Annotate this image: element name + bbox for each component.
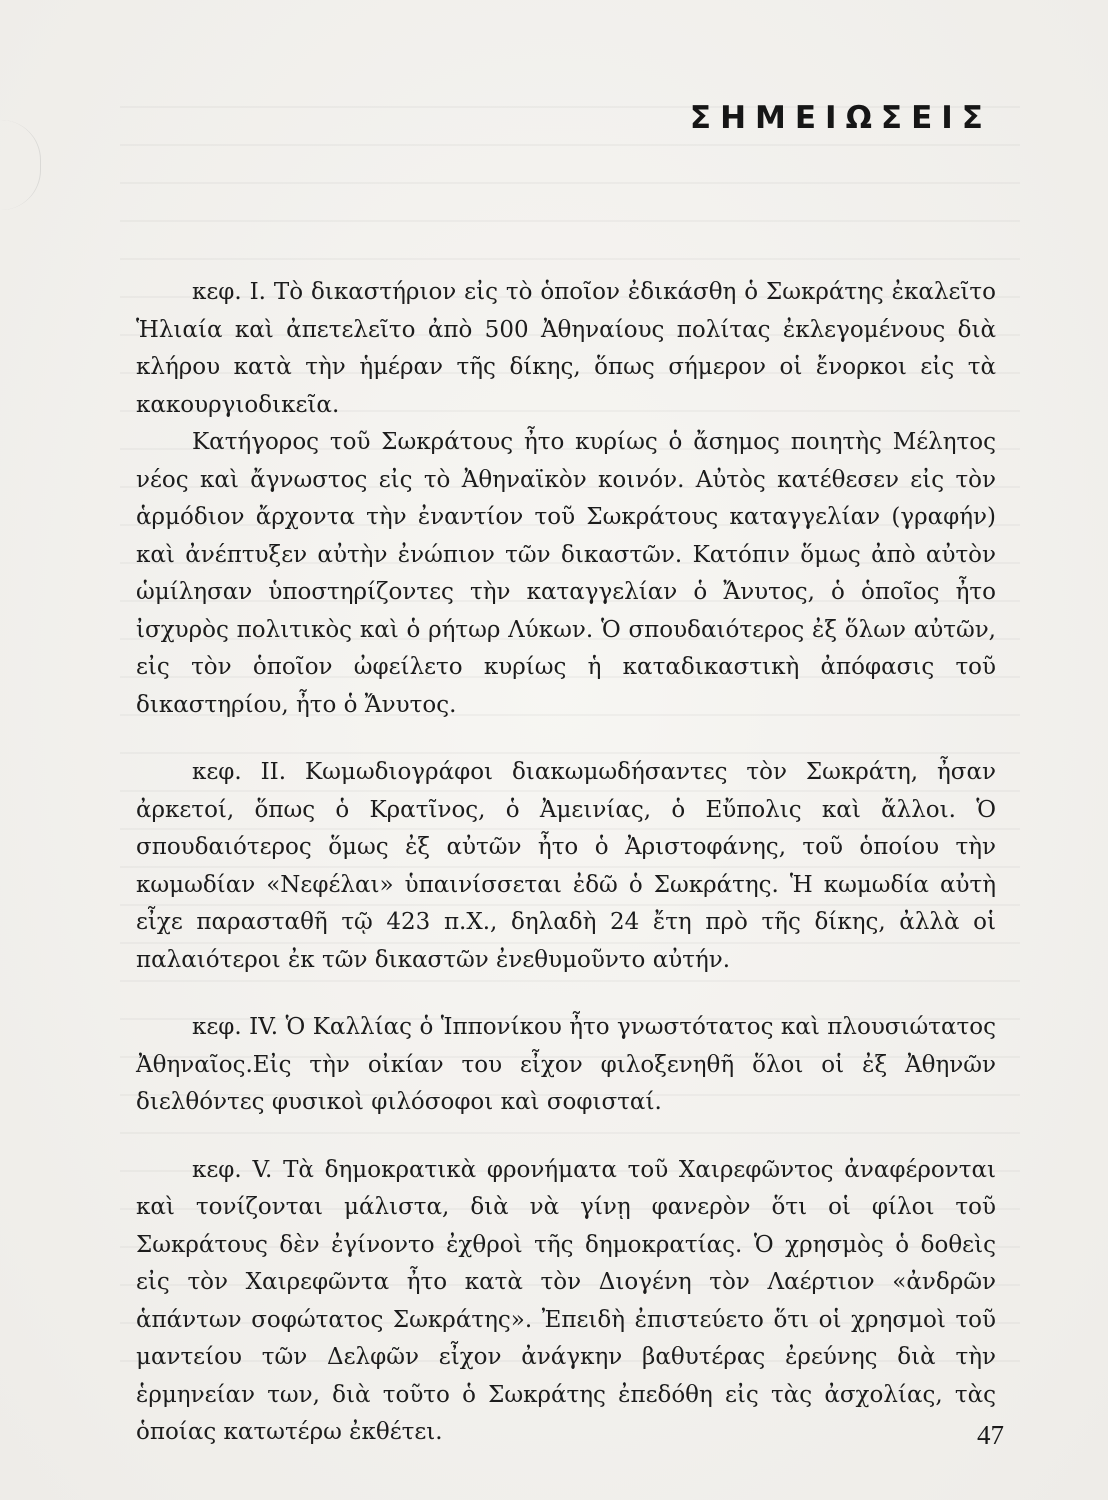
note-ch1-accusers: Κατήγορος τοῦ Σωκράτους ἦτο κυρίως ὁ ἄσημος ποιητὴς Μέλητος νέος καὶ ἄγνωστος εἰς τὸ Ἀθηναϊκὸν κοινόν. Αὐτὸς κατέθεσεν εἰς τὸν ἁρμόδιον ἄρχοντα τὴν ἐναντίον τοῦ Σωκράτους καταγγελίαν (γραφήν) καὶ ἀνέπτυξεν αὐτὴν ἐνώπιον τῶν δικαστῶν. Κατόπιν ὅμως ἀπὸ αὐτὸν ὡμίλησαν ὑποστηρίζοντες τὴν καταγγελίαν ὁ Ἄνυτος, ὁ ὁποῖος ἦτο ἰσχυρὸς πολιτικὸς καὶ ὁ ρήτωρ Λύκων. Ὁ σπουδαιότερος ἐξ ὅλων αὐτῶν, εἰς τὸν ὁποῖον ὠφείλετο κυρίως ἡ καταδικαστικὴ ἀπόφασις τοῦ δικαστηρίου, ἦτο ὁ Ἄνυτος. (136, 429, 996, 718)
page-edge-mark (0, 120, 41, 210)
note-ch5-chaerephon: κεφ. V. Τὰ δημοκρατικὰ φρονήματα τοῦ Χαιρεφῶντος ἀναφέρονται καὶ τονίζονται μάλιστα, διὰ νὰ γίνῃ φανερὸν ὅτι οἱ φίλοι τοῦ Σωκράτους δὲν ἐγίνοντο ἐχθροὶ τῆς δημοκρατίας. Ὁ χρησμὸς ὁ δοθεὶς εἰς τὸν Χαιρεφῶντα ἦτο κατὰ τὸν Διογένη τὸν Λαέρτιον «ἀνδρῶν ἁπάντων σοφώτατος Σωκράτης». Ἐπειδὴ ἐπιστεύετο ὅτι οἱ χρησμοὶ τοῦ μαντείου τῶν Δελφῶν εἶχον ἀνάγκην βαθυτέρας ἐρεύνης διὰ τὴν ἑρμηνείαν των, διὰ τοῦτο ὁ Σωκράτης ἐπεδόθη εἰς τὰς ἀσχολίας, τὰς ὁποίας κατωτέρω ἐκθέτει. (136, 1156, 996, 1445)
note-ch1-court: κεφ. I. Τὸ δικαστήριον εἰς τὸ ὁποῖον ἐδικάσθη ὁ Σωκράτης ἐκαλεῖτο Ἡλιαία καὶ ἀπετελεῖτο ἀπὸ 500 Ἀθηναίους πολίτας ἐκλεγομένους διὰ κλήρου κατὰ τὴν ἡμέραν τῆς δίκης, ὅπως σήμερον οἱ ἔνορκοι εἰς τὰ κακουργιοδικεῖα. (136, 279, 996, 418)
note-ch4-kallias: κεφ. IV. Ὁ Καλλίας ὁ Ἱππονίκου ἦτο γνωστότατος καὶ πλουσιώτατος Ἀθηναῖος.Εἰς τὴν οἰκίαν του εἶχον φιλοξενηθῆ ὅλοι οἱ ἐξ Ἀθηνῶν διελθόντες φυσικοὶ φιλόσοφοι καὶ σοφισταί. (136, 1014, 996, 1115)
page-number: 47 (977, 1420, 1004, 1450)
notes-body (136, 274, 996, 1452)
page-heading: ΣΗΜΕΙΩΣΕΙΣ (689, 100, 992, 136)
note-ch2-comedians: κεφ. II. Κωμωδιογράφοι διακωμωδήσαντες τὸν Σωκράτη, ἦσαν ἀρκετοί, ὅπως ὁ Κρατῖνος, ὁ Ἀμεινίας, ὁ Εὔπολις καὶ ἄλλοι. Ὁ σπουδαιότερος ὅμως ἐξ αὐτῶν ἦτο ὁ Ἀριστοφάνης, τοῦ ὁποίου τὴν κωμωδίαν «Νεφέλαι» ὑπαινίσσεται ἐδῶ ὁ Σωκράτης. Ἡ κωμωδία αὐτὴ εἶχε παρασταθῆ τῷ 423 π.Χ., δηλαδὴ 24 ἔτη πρὸ τῆς δίκης, ἀλλὰ οἱ παλαιότεροι ἐκ τῶν δικαστῶν ἐνεθυμοῦντο αὐτήν. (136, 759, 996, 973)
